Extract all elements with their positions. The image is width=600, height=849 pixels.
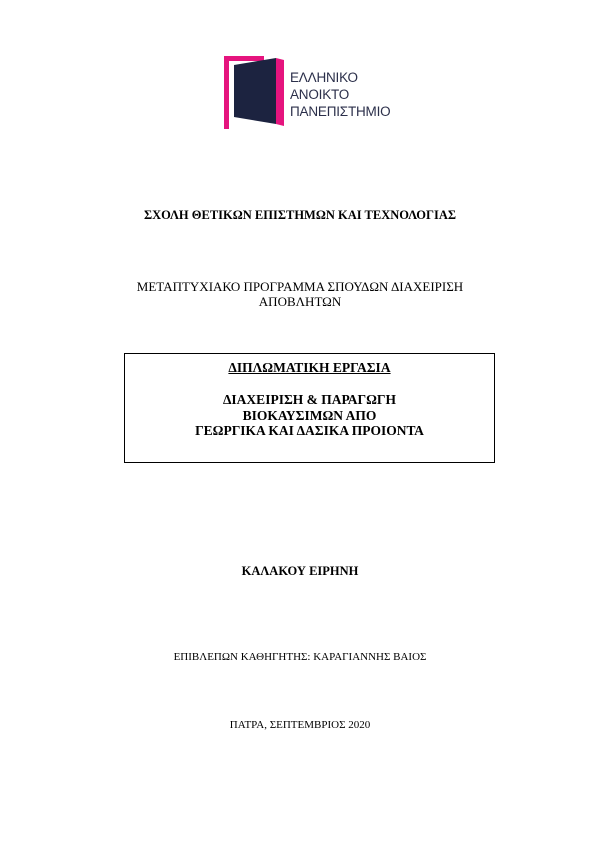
thesis-title-line-3: ΓΕΩΡΓΙΚΑ ΚΑΙ ΔΑΣΙΚΑ ΠΡΟΙΟΝΤΑ [195, 423, 424, 438]
thesis-title-line-1: ΔΙΑΧΕΙΡΙΣΗ & ΠΑΡΑΓΩΓΗ [222, 392, 397, 407]
thesis-title-line-2: ΒΙΟΚΑΥΣΙΜΩΝ ΑΠΟ [242, 407, 377, 423]
logo-wordmark [290, 69, 390, 120]
thesis-label: ΔΙΠΛΩΜΑΤΙΚΗ ΕΡΓΑΣΙΑ [228, 360, 391, 375]
logo-line-1: ΕΛΛΗΝΙΚΟ [290, 70, 358, 85]
program-name [0, 279, 600, 309]
program-line-1: ΜΕΤΑΠΤΥΧΙΑΚΟ ΠΡΟΓΡΑΜΜΑ ΣΠΟΥΔΩΝ ΔΙΑΧΕΙΡΙΣΗ [136, 279, 464, 294]
logo-line-3: ΠΑΝΕΠΙΣΤΗΜΙΟ [290, 104, 391, 119]
author-name: ΚΑΛΑΚΟΥ ΕΙΡΗΝΗ [241, 564, 359, 578]
hou-logo-icon [224, 56, 286, 130]
place-date: ΠΑΤΡΑ, ΣΕΠΤΕΜΒΡΙΟΣ 2020 [229, 719, 371, 731]
program-line-2: ΑΠΟΒΛΗΤΩΝ [258, 294, 342, 309]
university-logo [224, 56, 400, 132]
thesis-title [125, 392, 494, 439]
logo-line-2: ΑΝΟΙΚΤΟ [290, 87, 350, 102]
school-name: ΣΧΟΛΗ ΘΕΤΙΚΩΝ ΕΠΙΣΤΗΜΩΝ ΚΑΙ ΤΕΧΝΟΛΟΓΙΑΣ [143, 208, 457, 222]
supervisor: ΕΠΙΒΛΕΠΩΝ ΚΑΘΗΓΗΤΗΣ: ΚΑΡΑΓΙΑΝΝΗΣ ΒΑΙΟΣ [173, 651, 427, 663]
thesis-title-box [124, 353, 495, 463]
